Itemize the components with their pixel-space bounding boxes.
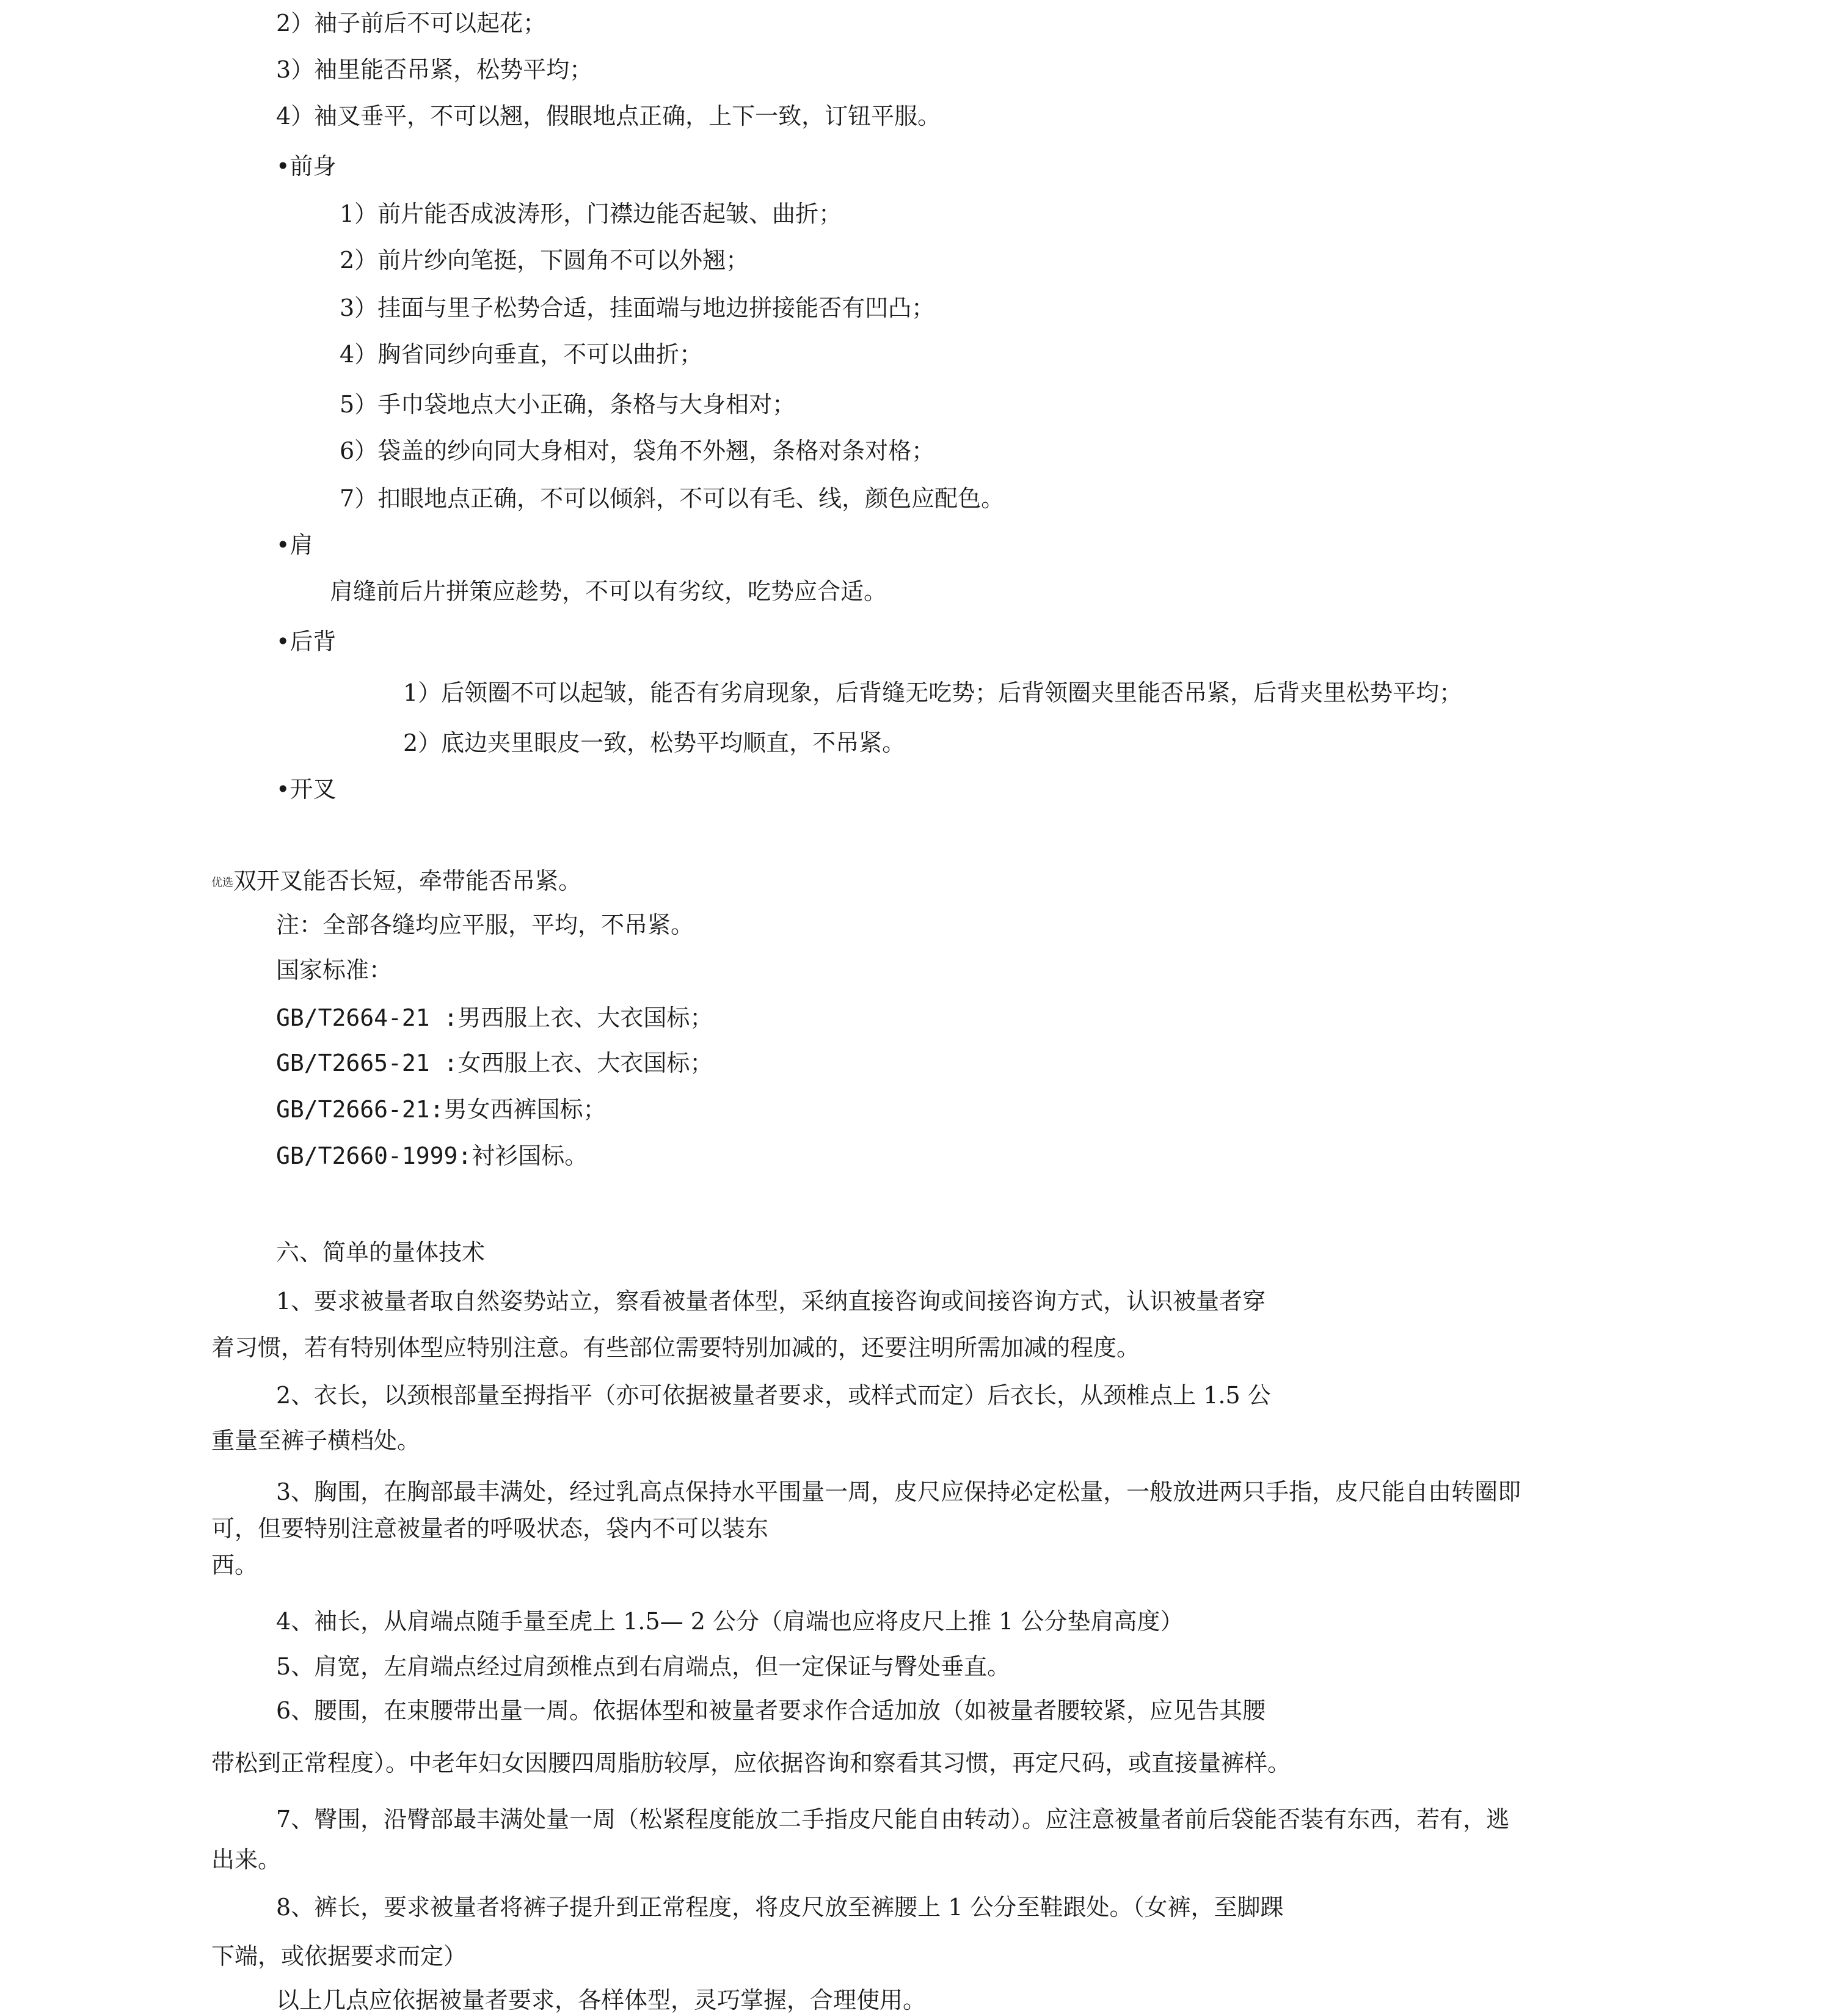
para-7-line-1: 7、臀围，沿臀部最丰满处量一周（松紧程度能放二手指皮尺能自由转动）。应注意被量者前后袋能否装有东西，若有，逃: [276, 1806, 1510, 1833]
sleeve-item-4: 4）袖叉垂平，不可以翘，假眼地点正确，上下一致，订钮平服。: [276, 103, 941, 130]
para-8-line-2: 下端，或依据要求而定）: [211, 1943, 467, 1970]
back-heading: •后背: [276, 628, 337, 655]
para-6-line-1: 6、腰围，在束腰带出量一周。依据体型和被量者要求作合适加放（如被量者腰较紧，应见告其腰: [276, 1697, 1266, 1724]
standard-item-3: GB/T2666-21:男女西裤国标；: [276, 1096, 607, 1123]
standard-item-2: GB/T2665-21 :女西服上衣、大衣国标；: [276, 1050, 713, 1076]
para-8-line-1: 8、裤长，要求被量者将裤子提升到正常程度，将皮尺放至裤腰上 1 公分至鞋跟处。（女裤，至脚踝: [276, 1894, 1284, 1921]
para-3-line-3: 西。: [211, 1552, 258, 1579]
para-3-line-1: 3、胸围，在胸部最丰满处，经过乳高点保持水平围量一周，皮尺应保持必定松量，一般放进两只手指，皮尺能自由转圈即: [276, 1478, 1521, 1505]
vent-text: 双开叉能否长短，牵带能否吊紧。: [233, 867, 582, 894]
section-title: 六、简单的量体技术: [276, 1239, 486, 1266]
para-1-line-2: 着习惯，若有特别体型应特别注意。有些部位需要特别加减的，还要注明所需加减的程度。: [211, 1334, 1140, 1361]
shoulder-text: 肩缝前后片拼策应趁势，不可以有劣纹，吃势应合适。: [330, 578, 887, 605]
para-4: 4、袖长，从肩端点随手量至虎上 1.5— 2 公分（肩端也应将皮尺上推 1 公分垫肩高度）: [276, 1608, 1184, 1635]
para-9: 以上几点应依据被量者要求，各样体型，灵巧掌握，合理使用。: [276, 1987, 927, 2014]
para-5: 5、肩宽，左肩端点经过肩颈椎点到右肩端点，但一定保证与臀处垂直。: [276, 1653, 1011, 1680]
standard-item-1: GB/T2664-21 :男西服上衣、大衣国标；: [276, 1004, 713, 1031]
note-text: 注：全部各缝均应平服，平均，不吊紧。: [276, 911, 694, 938]
para-1-line-1: 1、要求被量者取自然姿势站立，察看被量者体型，采纳直接咨询或间接咨询方式，认识被量者穿: [276, 1288, 1266, 1315]
sleeve-item-3: 3）袖里能否吊紧，松势平均；: [276, 56, 593, 83]
back-item-2: 2）底边夹里眼皮一致，松势平均顺直，不吊紧。: [403, 729, 906, 756]
para-2-line-2: 重量至裤子横档处。: [211, 1427, 421, 1454]
sleeve-item-2: 2）袖子前后不可以起花；: [276, 10, 547, 37]
para-2-line-1: 2、衣长，以颈根部量至拇指平（亦可依据被量者要求，或样式而定）后衣长，从颈椎点上 1.5 公: [276, 1382, 1271, 1409]
front-item-4: 4）胸省同纱向垂直，不可以曲折；: [340, 341, 703, 368]
front-item-6: 6）袋盖的纱向同大身相对，袋角不外翘，条格对条对格；: [340, 437, 935, 464]
para-7-line-2: 出来。: [211, 1846, 282, 1873]
shoulder-heading: •肩: [276, 531, 313, 558]
front-item-3: 3）挂面与里子松势合适，挂面端与地边拼接能否有凹凸；: [340, 294, 935, 321]
para-3-line-2: 可，但要特别注意被量者的呼吸状态，袋内不可以装东: [211, 1515, 769, 1542]
standards-heading: 国家标准：: [276, 957, 393, 984]
front-item-2: 2）前片纱向笔挺，下圆角不可以外翘；: [340, 247, 749, 274]
watermark-text: 优选: [211, 876, 233, 889]
front-heading: •前身: [276, 153, 337, 180]
standard-item-4: GB/T2660-1999:衬衫国标。: [276, 1142, 588, 1169]
front-item-5: 5）手巾袋地点大小正确，条格与大身相对；: [340, 391, 796, 418]
para-6-line-2: 带松到正常程度）。中老年妇女因腰四周脂肪较厚，应依据咨询和察看其习惯，再定尺码，或直接量裤样。: [211, 1750, 1291, 1777]
vent-line: [211, 866, 581, 898]
front-item-7: 7）扣眼地点正确，不可以倾斜，不可以有毛、线，颜色应配色。: [340, 485, 1005, 512]
vent-heading: •开叉: [276, 776, 337, 803]
back-item-1: 1）后领圈不可以起皱，能否有劣肩现象，后背缝无吃势；后背领圈夹里能否吊紧，后背夹里松势平均；: [403, 679, 1463, 706]
front-item-1: 1）前片能否成波涛形，门襟边能否起皱、曲折；: [340, 200, 842, 227]
